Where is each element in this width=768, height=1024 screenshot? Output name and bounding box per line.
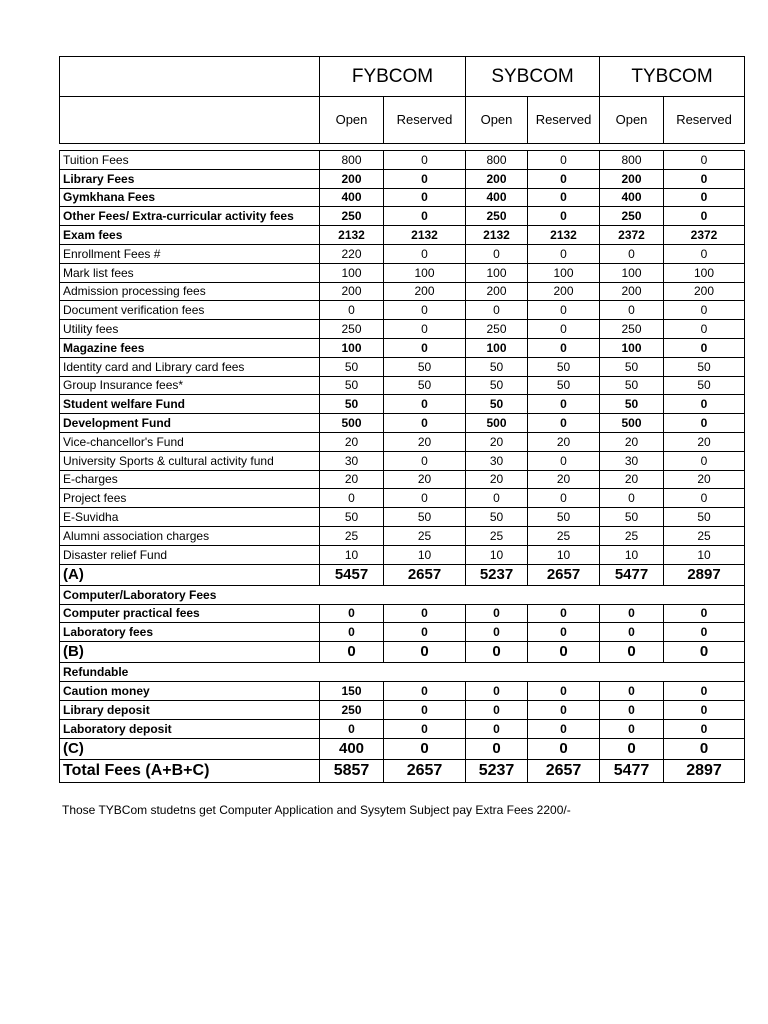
fee-value: 0: [528, 244, 600, 263]
fee-value: 20: [600, 432, 664, 451]
fee-value: 2132: [466, 226, 528, 245]
fee-value: 800: [320, 151, 384, 170]
fee-value: 50: [600, 376, 664, 395]
fee-value: 0: [600, 623, 664, 642]
fee-value: 0: [466, 623, 528, 642]
subtotal-value: 0: [384, 642, 466, 663]
fee-value: 50: [664, 357, 745, 376]
subtotal-value: 5237: [466, 564, 528, 585]
subtotal-value: 0: [600, 738, 664, 759]
subtotal-value: 2657: [528, 564, 600, 585]
fee-value: 25: [466, 526, 528, 545]
fee-row: [60, 682, 745, 701]
fee-value: 0: [664, 682, 745, 701]
fee-value: 500: [320, 414, 384, 433]
fee-value: 200: [600, 282, 664, 301]
fee-value: 250: [466, 207, 528, 226]
fee-value: 20: [466, 470, 528, 489]
fee-value: 0: [528, 320, 600, 339]
fee-value: 0: [600, 244, 664, 263]
fee-value: 50: [600, 508, 664, 527]
fee-value: 250: [320, 320, 384, 339]
fee-row: [60, 623, 745, 642]
section-label: Refundable: [60, 663, 745, 682]
fee-value: 250: [600, 320, 664, 339]
subtotal-c-row: [60, 738, 745, 759]
fee-value: 30: [320, 451, 384, 470]
fee-row: [60, 244, 745, 263]
fee-value: 0: [664, 489, 745, 508]
fee-row: [60, 320, 745, 339]
subtotal-a-row: [60, 564, 745, 585]
subtotal-value: 0: [466, 738, 528, 759]
fee-value: 50: [664, 376, 745, 395]
spacer-cell: [60, 144, 745, 151]
fee-row: [60, 414, 745, 433]
fee-value: 0: [600, 682, 664, 701]
fee-value: 50: [600, 395, 664, 414]
fee-value: 250: [320, 700, 384, 719]
fee-value: 0: [528, 338, 600, 357]
fee-row: [60, 169, 745, 188]
fee-label: Development Fund: [60, 414, 320, 433]
fee-value: 50: [384, 376, 466, 395]
header-subcol: Reserved: [384, 97, 466, 144]
fee-label: Alumni association charges: [60, 526, 320, 545]
fee-value: 0: [384, 301, 466, 320]
fee-value: 50: [528, 357, 600, 376]
header-group-tybcom: TYBCOM: [600, 57, 745, 97]
total-row: [60, 759, 745, 782]
fee-value: 20: [320, 470, 384, 489]
fee-value: 0: [528, 489, 600, 508]
fee-value: 100: [320, 338, 384, 357]
fee-value: 20: [384, 432, 466, 451]
fee-value: 10: [664, 545, 745, 564]
fee-value: 200: [384, 282, 466, 301]
fee-value: 150: [320, 682, 384, 701]
fee-label: Enrollment Fees #: [60, 244, 320, 263]
header-subcol-row: [60, 97, 745, 144]
fee-value: 0: [384, 151, 466, 170]
fee-value: 200: [528, 282, 600, 301]
header-group-row: [60, 57, 745, 97]
fee-value: 0: [466, 700, 528, 719]
fee-label: Group Insurance fees*: [60, 376, 320, 395]
fee-row: [60, 263, 745, 282]
section-c-row: [60, 663, 745, 682]
fee-row: [60, 508, 745, 527]
fee-value: 0: [664, 301, 745, 320]
fee-label: Document verification fees: [60, 301, 320, 320]
fee-value: 10: [600, 545, 664, 564]
subtotal-value: 0: [600, 642, 664, 663]
fee-value: 10: [528, 545, 600, 564]
fee-value: 0: [528, 719, 600, 738]
fee-value: 20: [466, 432, 528, 451]
fee-row: [60, 432, 745, 451]
fee-row: [60, 282, 745, 301]
fee-value: 100: [384, 263, 466, 282]
fee-value: 0: [528, 207, 600, 226]
fee-value: 10: [466, 545, 528, 564]
fee-value: 0: [384, 719, 466, 738]
fee-value: 400: [466, 188, 528, 207]
fee-row: [60, 226, 745, 245]
fee-label: Admission processing fees: [60, 282, 320, 301]
fee-value: 400: [320, 188, 384, 207]
spacer-row: [60, 144, 745, 151]
fee-value: 0: [320, 719, 384, 738]
fee-row: [60, 719, 745, 738]
fee-value: 0: [384, 604, 466, 623]
fee-value: 0: [664, 151, 745, 170]
total-label: Total Fees (A+B+C): [60, 759, 320, 782]
fee-value: 0: [528, 451, 600, 470]
fee-value: 25: [320, 526, 384, 545]
fee-label: Computer practical fees: [60, 604, 320, 623]
fee-row: [60, 151, 745, 170]
total-value: 5857: [320, 759, 384, 782]
fee-value: 0: [664, 719, 745, 738]
header-subcol: Open: [320, 97, 384, 144]
fee-value: 0: [664, 244, 745, 263]
fee-row: [60, 188, 745, 207]
fee-value: 200: [600, 169, 664, 188]
fee-value: 0: [320, 301, 384, 320]
fee-value: 50: [528, 508, 600, 527]
fee-value: 2372: [664, 226, 745, 245]
fee-value: 200: [466, 282, 528, 301]
fee-value: 20: [664, 432, 745, 451]
total-value: 2657: [384, 759, 466, 782]
fee-value: 100: [528, 263, 600, 282]
fee-value: 0: [466, 719, 528, 738]
total-value: 2657: [528, 759, 600, 782]
fee-value: 50: [664, 508, 745, 527]
fee-value: 200: [664, 282, 745, 301]
fee-value: 0: [528, 414, 600, 433]
fee-value: 0: [320, 623, 384, 642]
fee-row: [60, 357, 745, 376]
fee-value: 20: [528, 470, 600, 489]
fee-value: 0: [664, 395, 745, 414]
fee-value: 0: [528, 169, 600, 188]
fee-value: 0: [664, 169, 745, 188]
fee-label: Mark list fees: [60, 263, 320, 282]
fee-value: 100: [466, 338, 528, 357]
fee-value: 50: [320, 376, 384, 395]
header-subcol: Reserved: [528, 97, 600, 144]
subtotal-label: (A): [60, 564, 320, 585]
fee-value: 50: [320, 395, 384, 414]
fee-label: Tuition Fees: [60, 151, 320, 170]
fees-table: [59, 56, 745, 783]
fee-value: 250: [466, 320, 528, 339]
fee-value: 0: [384, 700, 466, 719]
fee-value: 25: [664, 526, 745, 545]
fee-row: [60, 376, 745, 395]
fee-label: Magazine fees: [60, 338, 320, 357]
fee-value: 0: [664, 451, 745, 470]
fee-value: 0: [664, 207, 745, 226]
fee-value: 0: [664, 623, 745, 642]
fee-label: Identity card and Library card fees: [60, 357, 320, 376]
fee-value: 0: [384, 489, 466, 508]
fee-row: [60, 700, 745, 719]
fee-label: Laboratory fees: [60, 623, 320, 642]
fee-label: Disaster relief Fund: [60, 545, 320, 564]
fee-label: Student welfare Fund: [60, 395, 320, 414]
fee-value: 0: [384, 414, 466, 433]
fee-value: 0: [384, 188, 466, 207]
subtotal-value: 2657: [384, 564, 466, 585]
fee-row: [60, 545, 745, 564]
fee-value: 20: [664, 470, 745, 489]
fee-value: 0: [466, 489, 528, 508]
fee-value: 200: [320, 169, 384, 188]
fee-value: 20: [600, 470, 664, 489]
fee-value: 10: [320, 545, 384, 564]
fee-label: E-Suvidha: [60, 508, 320, 527]
fee-value: 25: [528, 526, 600, 545]
fee-value: 0: [384, 244, 466, 263]
fee-value: 200: [320, 282, 384, 301]
fee-value: 800: [466, 151, 528, 170]
subtotal-value: 2897: [664, 564, 745, 585]
fee-value: 250: [320, 207, 384, 226]
fee-value: 50: [320, 508, 384, 527]
subtotal-value: 0: [466, 642, 528, 663]
header-subcol: Reserved: [664, 97, 745, 144]
fee-value: 100: [466, 263, 528, 282]
fee-value: 0: [664, 700, 745, 719]
subtotal-label: (C): [60, 738, 320, 759]
fee-value: 100: [664, 263, 745, 282]
fee-value: 0: [384, 451, 466, 470]
fee-value: 50: [528, 376, 600, 395]
fee-value: 0: [384, 320, 466, 339]
subtotal-value: 0: [528, 738, 600, 759]
fee-label: Gymkhana Fees: [60, 188, 320, 207]
fee-value: 50: [466, 357, 528, 376]
fee-value: 50: [384, 508, 466, 527]
fee-value: 2132: [384, 226, 466, 245]
fee-label: Other Fees/ Extra-curricular activity fees: [60, 207, 320, 226]
fee-value: 0: [528, 395, 600, 414]
fee-label: E-charges: [60, 470, 320, 489]
fee-row: [60, 604, 745, 623]
header-blank-cell: [60, 97, 320, 144]
fee-value: 2132: [320, 226, 384, 245]
fee-row: [60, 470, 745, 489]
total-value: 5477: [600, 759, 664, 782]
fee-value: 0: [466, 604, 528, 623]
fee-value: 0: [384, 207, 466, 226]
header-group-sybcom: SYBCOM: [466, 57, 600, 97]
fee-value: 30: [466, 451, 528, 470]
fee-value: 20: [384, 470, 466, 489]
fee-value: 0: [600, 719, 664, 738]
subtotal-value: 0: [664, 642, 745, 663]
fee-value: 50: [320, 357, 384, 376]
fee-row: [60, 338, 745, 357]
fee-value: 100: [320, 263, 384, 282]
fee-value: 0: [528, 682, 600, 701]
header-group-fybcom: FYBCOM: [320, 57, 466, 97]
section-b-row: [60, 585, 745, 604]
fee-value: 100: [600, 263, 664, 282]
subtotal-value: 5477: [600, 564, 664, 585]
header-blank-cell: [60, 57, 320, 97]
fee-value: 0: [664, 338, 745, 357]
fee-label: University Sports & cultural activity fund: [60, 451, 320, 470]
fee-value: 0: [384, 395, 466, 414]
fee-value: 50: [466, 395, 528, 414]
subtotal-value: 0: [384, 738, 466, 759]
fee-label: Laboratory deposit: [60, 719, 320, 738]
fee-label: Caution money: [60, 682, 320, 701]
fee-label: Utility fees: [60, 320, 320, 339]
fee-value: 20: [320, 432, 384, 451]
total-value: 2897: [664, 759, 745, 782]
fee-value: 0: [664, 320, 745, 339]
fee-value: 0: [384, 682, 466, 701]
fee-label: Project fees: [60, 489, 320, 508]
fee-value: 500: [600, 414, 664, 433]
fee-value: 100: [600, 338, 664, 357]
fee-value: 0: [466, 682, 528, 701]
fee-value: 0: [600, 489, 664, 508]
fee-value: 0: [600, 700, 664, 719]
fee-row: [60, 207, 745, 226]
fee-value: 0: [466, 301, 528, 320]
fee-value: 10: [384, 545, 466, 564]
fee-label: Library Fees: [60, 169, 320, 188]
fee-value: 0: [528, 301, 600, 320]
fee-value: 50: [466, 508, 528, 527]
fee-value: 50: [466, 376, 528, 395]
fee-value: 0: [320, 604, 384, 623]
fee-value: 25: [384, 526, 466, 545]
fee-value: 0: [384, 169, 466, 188]
fee-value: 0: [664, 604, 745, 623]
subtotal-value: 0: [528, 642, 600, 663]
header-subcol: Open: [466, 97, 528, 144]
fee-value: 0: [664, 414, 745, 433]
subtotal-b-row: [60, 642, 745, 663]
fee-row: [60, 489, 745, 508]
fee-row: [60, 301, 745, 320]
fee-value: 0: [600, 604, 664, 623]
fee-value: 0: [466, 244, 528, 263]
fee-value: 800: [600, 151, 664, 170]
fee-value: 250: [600, 207, 664, 226]
subtotal-value: 0: [320, 642, 384, 663]
fee-row: [60, 395, 745, 414]
fee-label: Exam fees: [60, 226, 320, 245]
subtotal-value: 5457: [320, 564, 384, 585]
fee-value: 220: [320, 244, 384, 263]
fee-value: 0: [600, 301, 664, 320]
subtotal-value: 0: [664, 738, 745, 759]
fee-value: 50: [600, 357, 664, 376]
fee-value: 50: [384, 357, 466, 376]
fee-label: Library deposit: [60, 700, 320, 719]
header-subcol: Open: [600, 97, 664, 144]
fee-value: 0: [528, 623, 600, 642]
footnote: Those TYBCom studetns get Computer Application and Sysytem Subject pay Extra Fees 2200/-: [62, 803, 571, 817]
fee-value: 20: [528, 432, 600, 451]
fee-row: [60, 451, 745, 470]
fee-value: 25: [600, 526, 664, 545]
fee-value: 400: [600, 188, 664, 207]
subtotal-value: 400: [320, 738, 384, 759]
fee-value: 2132: [528, 226, 600, 245]
fee-row: [60, 526, 745, 545]
fee-value: 0: [528, 700, 600, 719]
fee-value: 0: [384, 623, 466, 642]
fee-value: 30: [600, 451, 664, 470]
fee-value: 200: [466, 169, 528, 188]
section-label: Computer/Laboratory Fees: [60, 585, 745, 604]
fee-value: 0: [528, 151, 600, 170]
fee-value: 500: [466, 414, 528, 433]
fee-value: 0: [528, 188, 600, 207]
fee-value: 0: [664, 188, 745, 207]
fee-value: 2372: [600, 226, 664, 245]
fee-value: 0: [320, 489, 384, 508]
fee-label: Vice-chancellor's Fund: [60, 432, 320, 451]
fee-value: 0: [384, 338, 466, 357]
fee-value: 0: [528, 604, 600, 623]
total-value: 5237: [466, 759, 528, 782]
subtotal-label: (B): [60, 642, 320, 663]
